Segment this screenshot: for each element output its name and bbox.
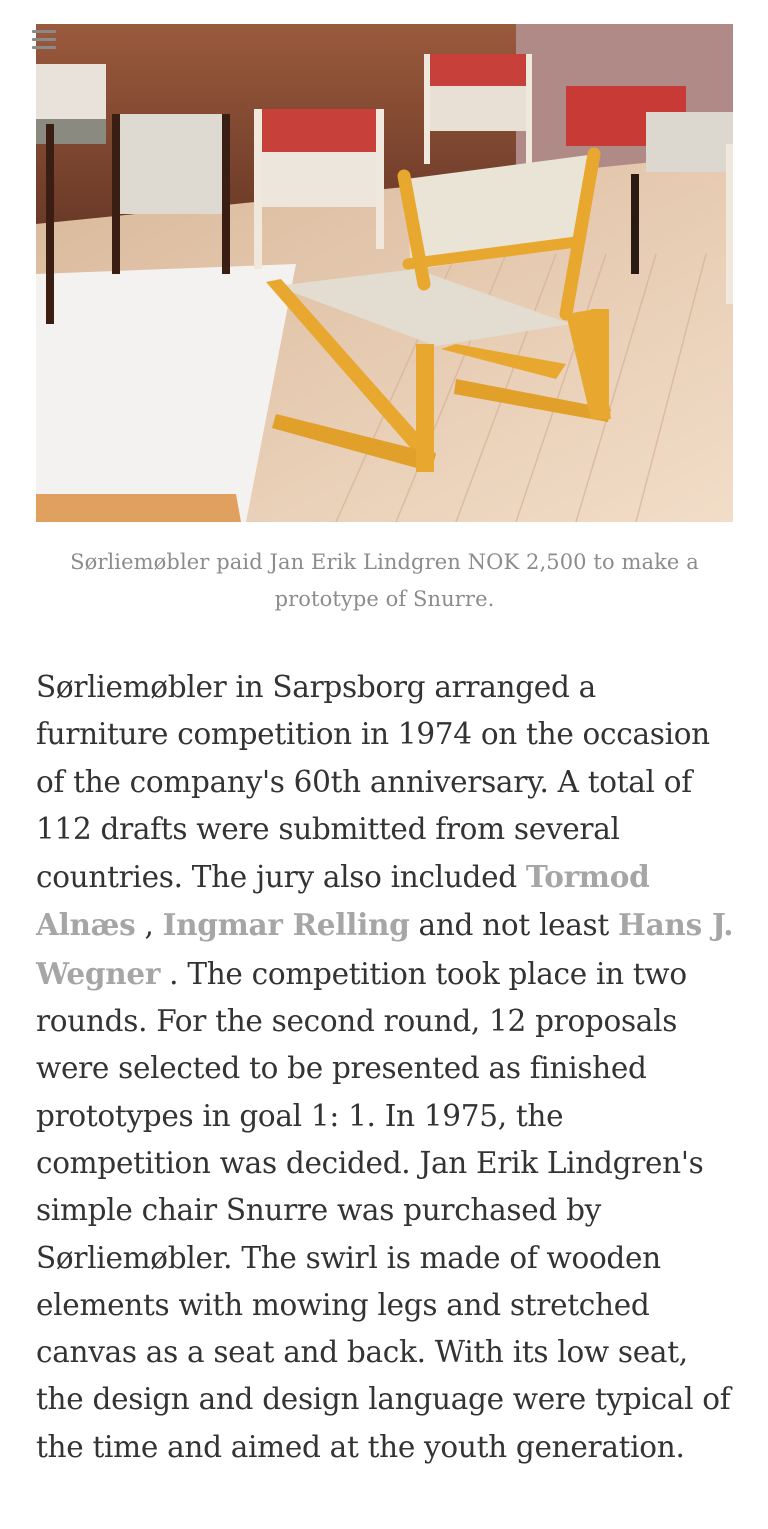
link-tormod-alnaes[interactable]: Tormod Alnæs <box>36 859 650 943</box>
article-text: Sørliemøbler in Sarpsborg arranged a furniture competition in 1974 on the occasion of the company's 60th anniversary. A total of 112 drafts were submitted from several countries. The jury also included <box>36 670 710 895</box>
article-text: , <box>144 908 154 943</box>
menu-bar <box>32 30 56 33</box>
menu-bar <box>32 46 56 49</box>
hamburger-menu-icon[interactable] <box>32 30 56 50</box>
menu-bar <box>32 38 56 41</box>
link-hans-j-wegner[interactable]: Hans J. Wegner <box>36 907 734 991</box>
chair-photo-illustration <box>36 24 733 522</box>
article-text: . The competition took place in two rounds. For the second round, 12 proposals were selected to be presented as finished prototypes in goal 1: 1. In 1975, the competition was decided. Jan Erik Lindgren's simple chair Snurre was purchased by Sørliemøbler. The swirl is made of wooden elements with mowing legs and stretched canvas as a seat and back. With its low seat, the design and design language were typical of the time and aimed at the youth generation. <box>36 956 731 1464</box>
article-body <box>36 664 736 1471</box>
article-text: and not least <box>418 908 609 943</box>
chair-photo <box>36 24 733 522</box>
link-ingmar-relling[interactable]: Ingmar Relling <box>162 907 410 943</box>
photo-caption: Sørliemøbler paid Jan Erik Lindgren NOK 2,500 to make a prototype of Snurre. <box>70 550 699 611</box>
article-paragraph <box>36 664 736 1471</box>
